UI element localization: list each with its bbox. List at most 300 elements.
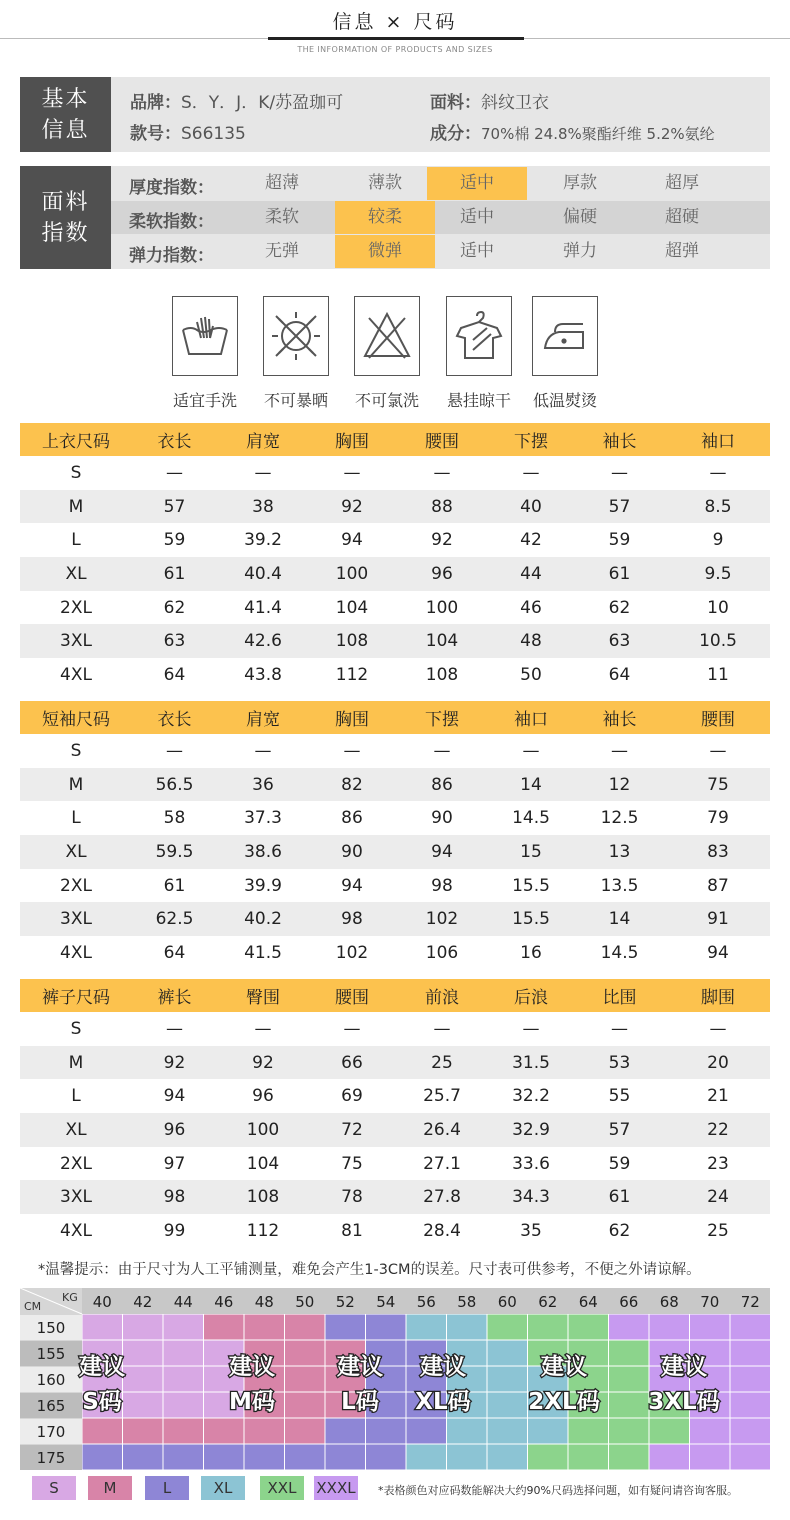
recommend-label-line2: M码 [229,1389,275,1415]
height-tick-label: 170 [36,1423,66,1441]
header-cell: 比围 [602,988,637,1008]
value-cell: 59 [608,1153,631,1174]
header-cell: 袖口 [701,432,735,452]
value-cell: 90 [431,808,453,829]
value-cell: 38.6 [244,841,282,862]
value-cell: 42 [520,530,542,551]
value-cell: 87 [707,875,729,896]
title-left: 信息 [332,11,377,33]
value-cell: 26.4 [423,1119,461,1140]
size-cell-xxxl [731,1419,771,1444]
size-cell-l [326,1445,366,1470]
fabric-index-option: 厚款 [563,173,597,193]
value-cell: — [522,1018,540,1039]
size-cell-l [366,1315,406,1340]
value-cell: 98 [431,875,453,896]
fabric-index-option: 柔软 [265,207,299,227]
value-cell: 14 [608,909,631,930]
size-recommendation-chart [20,1288,770,1470]
size-cell-m [285,1367,325,1392]
header-cell: 衣长 [157,432,192,452]
recommend-label-line2: S码 [82,1389,122,1415]
value-cell: 14.5 [600,942,639,963]
hand-wash-icon [172,296,238,376]
value-cell: — [254,1018,272,1039]
basic-info-label [20,77,111,152]
value-cell: 61 [163,563,186,584]
value-cell: 104 [425,631,459,652]
size-cell: 2XL [60,1153,92,1174]
size-cell: L [71,808,81,829]
care-item-low-iron [515,296,615,411]
value-cell: — [166,740,183,761]
value-cell: 27.1 [423,1153,461,1174]
value-cell: 15.5 [512,875,550,896]
value-cell: 38 [252,496,274,517]
value-cell: 94 [341,875,363,896]
value-cell: 22 [707,1119,729,1140]
fabric-index-option: 适中 [460,207,494,227]
size-cell-xl [488,1393,528,1418]
value-cell: 34.3 [512,1187,550,1208]
size-cell-m [245,1315,285,1340]
value-cell: 92 [341,496,363,517]
size-cell: XL [65,841,87,862]
header-cell: 袖长 [602,710,637,730]
size-cell-m [285,1315,325,1340]
style-value: S66135 [181,124,246,144]
value-cell: 94 [163,1086,186,1107]
table-row [20,591,770,625]
size-cell-l [285,1445,325,1470]
value-cell: 104 [335,597,369,618]
size-cell-m [285,1419,325,1444]
value-cell: 43.8 [244,664,282,685]
value-cell: 41.4 [244,597,282,618]
size-cell: 3XL [60,1187,92,1208]
value-cell: 79 [707,808,729,829]
size-cell-xxl [609,1393,649,1418]
value-cell: 57 [608,1119,631,1140]
size-cell-xl [488,1367,528,1392]
fabric-index-option: 超硬 [665,207,699,227]
header-cell: 衣长 [157,710,192,730]
size-cell-xxl [569,1419,609,1444]
size-cell-s [123,1315,163,1340]
size-cell-l [366,1445,406,1470]
table-row [20,768,770,802]
legend-swatch: S [32,1476,76,1500]
recommend-label-line2: L码 [341,1389,379,1415]
weight-tick-label: 56 [416,1293,436,1311]
table-row [20,624,770,658]
size-cell: XL [65,1119,87,1140]
value-cell: 82 [341,774,363,795]
fabric-index-row-label: 柔软指数： [129,212,214,232]
header-cell: 袖长 [602,432,637,452]
header-cell: 裤子尺码 [42,988,110,1008]
size-cell: M [68,774,84,795]
header-cell: 下摆 [514,432,548,452]
size-cell-l [245,1445,285,1470]
size-cell-s [123,1367,163,1392]
basic-info-label-line1: 基本 [41,86,90,112]
value-cell: 100 [425,597,459,618]
weight-tick-label: 68 [659,1293,679,1311]
size-cell: L [71,1086,81,1107]
value-cell: 39.2 [244,530,282,551]
value-cell: 41.5 [244,942,282,963]
header-cell: 下摆 [425,710,459,730]
weight-tick-label: 44 [173,1293,193,1311]
basic-info-label-line2: 信息 [41,117,90,143]
height-tick-label: 175 [36,1449,66,1467]
size-cell-l [83,1445,123,1470]
size-cell-xxxl [650,1315,690,1340]
recommend-label-line1: 建议 [661,1354,707,1380]
value-cell: 91 [707,909,729,930]
value-cell: 20 [707,1052,729,1073]
size-cell-xxxl [690,1315,730,1340]
value-cell: 31.5 [512,1052,550,1073]
table-row [20,490,770,524]
value-cell: 62.5 [155,909,194,930]
composition-field [430,119,715,144]
size-cell-m [204,1419,244,1444]
value-cell: 96 [252,1086,274,1107]
value-cell: 61 [163,875,186,896]
size-cell-xxxl [731,1445,771,1470]
height-tick-label: 160 [36,1371,66,1389]
value-cell: 25 [431,1052,453,1073]
recommend-label-line1: 建议 [337,1354,383,1380]
value-cell: 69 [341,1086,363,1107]
size-cell-xxxl [609,1315,649,1340]
value-cell: 58 [163,808,186,829]
value-cell: 66 [341,1052,363,1073]
size-color-legend [0,1476,790,1506]
value-cell: 9 [712,530,724,551]
header-cell: 胸围 [335,432,369,452]
value-cell: 21 [707,1086,729,1107]
value-cell: 15.5 [512,909,550,930]
weight-tick-label: 58 [457,1293,477,1311]
size-cell: M [68,496,84,517]
value-cell: 55 [608,1086,631,1107]
table-row [20,1079,770,1113]
legend-swatch: XL [201,1476,245,1500]
table-row [20,557,770,591]
weight-tick-label: 54 [376,1293,396,1311]
value-cell: 57 [163,496,186,517]
value-cell: 99 [163,1220,186,1241]
size-cell-xxxl [731,1341,771,1366]
value-cell: 102 [425,909,459,930]
value-cell: 78 [341,1187,363,1208]
fabric-field [430,88,549,113]
value-cell: 16 [520,942,542,963]
table-header [20,701,770,734]
value-cell: — [254,462,272,483]
recommend-label-line1: 建议 [420,1354,466,1380]
table-header [20,979,770,1012]
weight-unit-label: KG [62,1291,78,1304]
table-row [20,869,770,903]
size-cell-xl [488,1445,528,1470]
fabric-index-row [111,235,770,268]
value-cell: 11 [707,664,729,685]
value-cell: 32.9 [512,1119,550,1140]
fabric-index-option: 超薄 [265,173,299,193]
value-cell: — [343,1018,361,1039]
fabric-index-row-label: 厚度指数： [129,178,214,198]
value-cell: 59 [608,530,631,551]
header-cell: 前浪 [425,988,459,1008]
size-cell-xxl [488,1315,528,1340]
value-cell: 75 [707,774,729,795]
size-cell: 3XL [60,631,92,652]
size-cell-xl [488,1419,528,1444]
table-row [20,658,770,692]
size-cell-m [285,1393,325,1418]
value-cell: — [433,1018,451,1039]
recommend-label-line2: 3XL码 [648,1389,720,1415]
size-cell-l [204,1445,244,1470]
value-cell: 112 [246,1220,280,1241]
size-cell: S [70,1018,82,1039]
low-iron-icon [532,296,598,376]
size-cell-m [164,1419,204,1444]
weight-tick-label: 46 [214,1293,234,1311]
size-cell-xxl [569,1315,609,1340]
size-cell-m [245,1419,285,1444]
weight-tick-label: 72 [740,1293,760,1311]
table-header [20,423,770,456]
legend-swatch: XXL [260,1476,304,1500]
size-cell-xxxl [690,1419,730,1444]
style-field [130,119,246,144]
size-cell-xl [488,1341,528,1366]
value-cell: — [433,462,451,483]
value-cell: 40.2 [244,909,282,930]
size-cell-xxl [609,1445,649,1470]
value-cell: — [343,462,361,483]
size-cell: S [70,462,82,483]
value-cell: 92 [252,1052,274,1073]
size-cell: M [68,1052,84,1073]
table-row [20,523,770,557]
value-cell: 42.6 [244,631,282,652]
value-cell: 12.5 [600,808,639,829]
recommend-label-line1: 建议 [79,1354,125,1380]
value-cell: 81 [341,1220,363,1241]
size-cell-xl [447,1445,487,1470]
table-row [20,902,770,936]
size-cell-m [123,1419,163,1444]
value-cell: 10 [707,597,729,618]
size-cell-xl [447,1315,487,1340]
value-cell: 48 [520,631,542,652]
title-separator: × [385,11,405,33]
value-cell: 98 [163,1187,186,1208]
fabric-index-option: 无弹 [265,241,299,261]
size-cell-m [83,1419,123,1444]
fabric-index-row [111,167,770,200]
measurement-tip: *温馨提示：由于尺寸为人工平铺测量，难免会产生1-3CM的误差。尺寸表可供参考，不便之外请谅解。 [38,1262,701,1278]
size-cell: 3XL [60,909,92,930]
fabric-label: 面料： [430,93,481,113]
height-tick-label: 150 [36,1319,66,1337]
value-cell: — [343,740,361,761]
legend-swatch: L [145,1476,189,1500]
fabric-index-label-line2: 指数 [41,220,90,246]
size-cell-m [204,1315,244,1340]
value-cell: 56.5 [155,774,194,795]
fabric-index-option: 薄款 [368,173,402,193]
value-cell: — [433,740,451,761]
value-cell: 86 [431,774,453,795]
fabric-index-label-line1: 面料 [41,189,90,215]
weight-tick-label: 48 [254,1293,274,1311]
weight-tick-label: 60 [497,1293,517,1311]
care-label-no-bleach: 不可氯洗 [354,391,419,410]
height-tick-label: 155 [36,1345,66,1363]
fabric-index-option-selected: 较柔 [335,201,435,234]
value-cell: 14.5 [512,808,550,829]
value-cell: 92 [163,1052,186,1073]
size-cell-xl [407,1445,447,1470]
value-cell: 98 [341,909,363,930]
fabric-index-option: 超厚 [665,173,699,193]
table-row [20,936,770,970]
table-row [20,734,770,768]
care-item-no-bleach [337,296,437,411]
value-cell: — [611,462,628,483]
table-row [20,456,770,490]
size-cell: 4XL [60,664,92,685]
value-cell: 59.5 [155,841,194,862]
value-cell: 94 [431,841,453,862]
value-cell: 100 [246,1119,280,1140]
height-tick-label: 165 [36,1397,66,1415]
value-cell: 40 [520,496,542,517]
hang-dry-icon [446,296,512,376]
value-cell: 28.4 [423,1220,461,1241]
value-cell: 25.7 [423,1086,461,1107]
table-row [20,801,770,835]
size-cell-xl [528,1419,568,1444]
tops-size-table [20,423,770,692]
header-cell: 肩宽 [246,432,280,452]
value-cell: — [166,1018,183,1039]
table-row [20,1046,770,1080]
size-cell-s [83,1315,123,1340]
value-cell: — [522,740,540,761]
value-cell: 75 [341,1153,363,1174]
size-cell: 2XL [60,597,92,618]
value-cell: 14 [520,774,542,795]
size-cell: S [70,740,82,761]
value-cell: 92 [431,530,453,551]
fabric-index-label [20,166,111,269]
size-cell-xl [447,1419,487,1444]
size-cell-l [123,1445,163,1470]
value-cell: 102 [335,942,369,963]
value-cell: — [611,740,628,761]
value-cell: 90 [341,841,363,862]
value-cell: 40.4 [244,563,282,584]
value-cell: 36 [252,774,274,795]
value-cell: 86 [341,808,363,829]
header-cell: 腰围 [425,432,459,452]
size-cell-l [407,1419,447,1444]
value-cell: 94 [341,530,363,551]
value-cell: — [254,740,272,761]
table-row [20,1180,770,1214]
weight-tick-label: 66 [619,1293,639,1311]
header-cell: 后浪 [514,988,548,1008]
value-cell: 44 [520,563,542,584]
fabric-index-option: 弹力 [563,241,597,261]
value-cell: 39.9 [244,875,282,896]
weight-tick-label: 40 [92,1293,112,1311]
care-label-no-sun: 不可暴晒 [263,391,328,410]
value-cell: 59 [163,530,186,551]
fabric-index-panel [20,166,770,269]
value-cell: — [611,1018,628,1039]
value-cell: 33.6 [512,1153,550,1174]
header-cell: 肩宽 [246,710,280,730]
value-cell: — [709,1018,727,1039]
value-cell: 8.5 [704,496,732,517]
brand-field [130,88,343,113]
size-cell: 2XL [60,875,92,896]
legend-note: *表格颜色对应码数能解决大约90%尺码选择问题，如有疑问请咨询客服。 [378,1484,738,1497]
composition-value: 70%棉 24.8%聚酯纤维 5.2%氨纶 [481,125,715,143]
value-cell: 96 [163,1119,186,1140]
table-row [20,1214,770,1248]
legend-swatch: M [88,1476,132,1500]
no-bleach-icon [354,296,420,376]
fabric-index-row-label: 弹力指数： [129,246,214,266]
value-cell: 46 [520,597,542,618]
size-cell-l [326,1315,366,1340]
value-cell: — [166,462,183,483]
title-underline [268,37,524,40]
legend-swatch: XXXL [314,1476,358,1500]
size-cell-s [123,1341,163,1366]
value-cell: 72 [341,1119,363,1140]
size-cell-xxl [569,1445,609,1470]
value-cell: — [709,740,727,761]
care-instructions [0,296,790,414]
value-cell: 64 [163,664,186,685]
size-cell: L [71,530,81,551]
size-cell-xxl [609,1419,649,1444]
value-cell: 61 [608,1187,631,1208]
weight-tick-label: 50 [295,1293,315,1311]
style-label: 款号： [130,124,181,144]
size-cell-s [164,1367,204,1392]
value-cell: 25 [707,1220,729,1241]
size-cell-xxxl [731,1393,771,1418]
size-cell-xxxl [731,1315,771,1340]
value-cell: — [522,462,540,483]
value-cell: 104 [246,1153,280,1174]
height-unit-label: CM [24,1300,42,1313]
weight-tick-label: 42 [133,1293,153,1311]
value-cell: 63 [163,631,186,652]
